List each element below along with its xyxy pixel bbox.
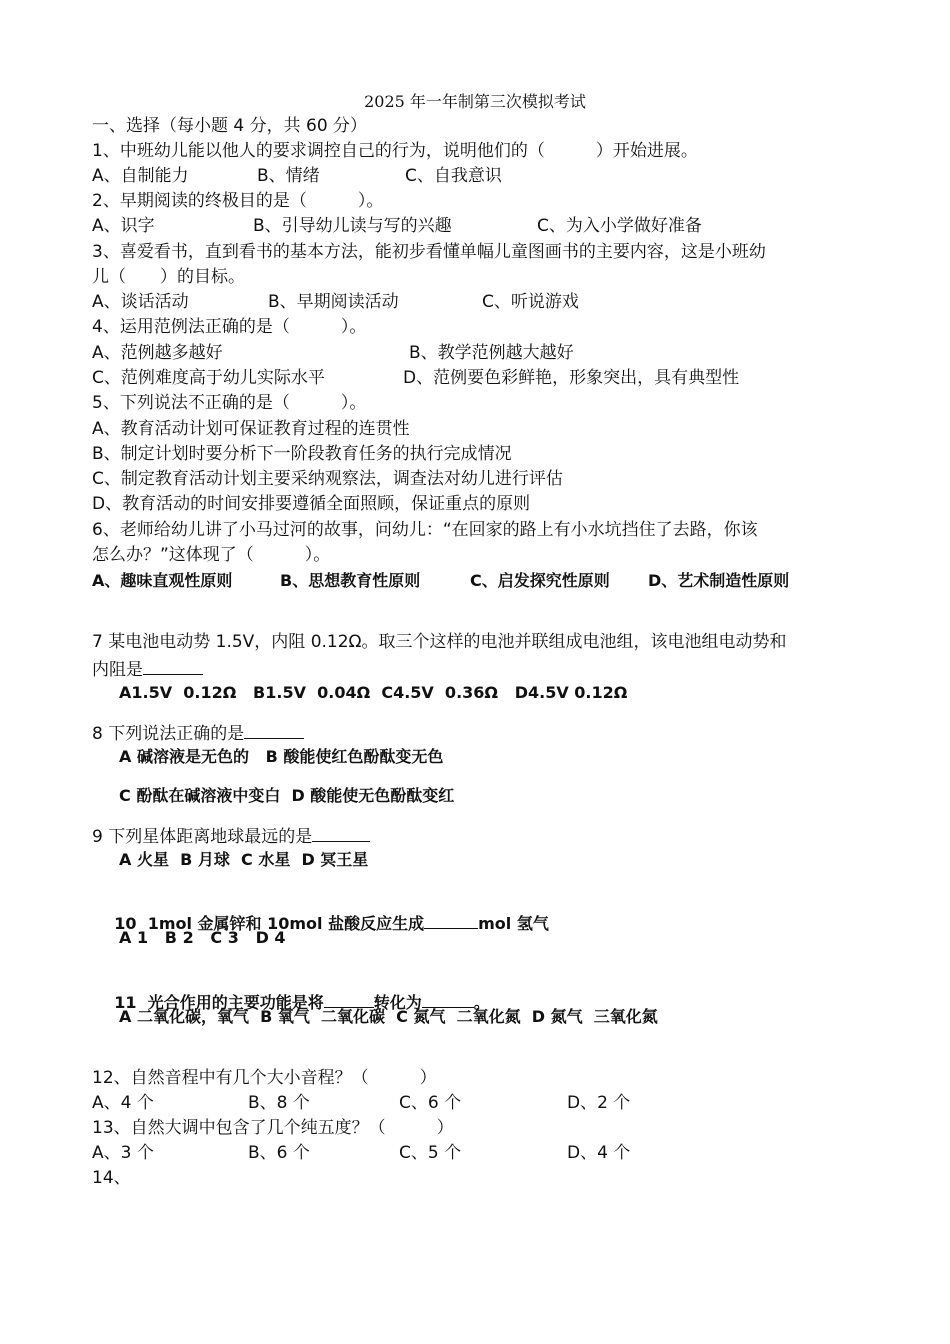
q9-options: A 火星 B 月球 C 水星 D 冥王星 — [119, 850, 369, 869]
q11-stem-a: 11 光合作用的主要功能是将 — [114, 993, 324, 1012]
q2-option-a: A、识字 — [92, 216, 155, 236]
q12-option-b: B、8 个 — [248, 1093, 310, 1113]
q8-stem: 8 下列说法正确的是 — [92, 724, 245, 744]
section-heading: 一、选择（每小题 4 分，共 60 分） — [92, 116, 368, 136]
q5-option-a: A、教育活动计划可保证教育过程的连贯性 — [92, 419, 410, 439]
q6-option-b: B、思想教育性原则 — [280, 571, 421, 590]
q4-option-b: B、教学范例越大越好 — [409, 343, 574, 363]
q10-stem-b: mol 氢气 — [478, 914, 549, 933]
q3-option-a: A、谈话活动 — [92, 292, 189, 312]
q10-stem-a: 10 1mol 金属锌和 10mol 盐酸反应生成 — [114, 914, 425, 933]
q6-option-a: A、趣味直观性原则 — [92, 571, 233, 590]
q1-stem: 1、中班幼儿能以他人的要求调控自己的行为，说明他们的（ ）开始进展。 — [92, 141, 698, 161]
q8-answer-blank[interactable] — [244, 720, 304, 739]
q3-option-b: B、早期阅读活动 — [268, 292, 399, 312]
q6-option-d: D、艺术制造性原则 — [648, 571, 790, 590]
q7-stem-text: 内阻是 — [92, 660, 143, 680]
q7-stem-line2 — [92, 656, 203, 682]
q12-option-c: C、6 个 — [399, 1093, 462, 1113]
q2-option-b: B、引导幼儿读与写的兴趣 — [253, 216, 452, 236]
q3-stem-line1: 3、喜爱看书，直到看书的基本方法，能初步看懂单幅儿童图画书的主要内容，这是小班幼 — [92, 242, 766, 262]
q4-stem: 4、运用范例法正确的是（ ）。 — [92, 317, 367, 337]
q4-option-c: C、范例难度高于幼儿实际水平 — [92, 368, 325, 388]
q6-stem-line2: 怎么办？”这体现了（ ）。 — [92, 545, 331, 565]
q4-option-a: A、范例越多越好 — [92, 343, 223, 363]
q13-option-d: D、4 个 — [567, 1143, 631, 1163]
q10-options: A 1 B 2 C 3 D 4 — [119, 928, 286, 947]
q1-option-a: A、自制能力 — [92, 166, 189, 186]
q1-option-b: B、情绪 — [257, 166, 320, 186]
q2-option-c: C、为入小学做好准备 — [537, 216, 702, 236]
q3-stem-line2: 儿（ ）的目标。 — [92, 267, 245, 287]
q6-stem-line1: 6、老师给幼儿讲了小马过河的故事，问幼儿：“在回家的路上有小水坑挡住了去路，你该 — [92, 520, 758, 540]
q2-stem: 2、早期阅读的终极目的是（ ）。 — [92, 191, 384, 211]
q11-options: A 二氧化碳，氧气 B 氧气 二氧化碳 C 氮气 二氧化氮 D 氮气 三氧化氮 — [119, 1007, 658, 1026]
q13-option-b: B、6 个 — [248, 1143, 310, 1163]
q8-options-line2: C 酚酞在碱溶液中变白 D 酸能使无色酚酞变红 — [119, 786, 455, 805]
q7-stem-line1: 7 某电池电动势 1.5V，内阻 0.12Ω。取三个这样的电池并联组成电池组，该电池组电动势和 — [92, 632, 787, 652]
q3-option-c: C、听说游戏 — [482, 292, 579, 312]
q5-option-b: B、制定计划时要分析下一阶段教育任务的执行完成情况 — [92, 444, 512, 464]
q13-option-a: A、3 个 — [92, 1143, 154, 1163]
q5-option-d: D、教育活动的时间安排要遵循全面照顾，保证重点的原则 — [92, 494, 531, 514]
q8-stem-line — [92, 720, 304, 746]
q9-stem-line — [92, 823, 370, 849]
q5-stem: 5、下列说法不正确的是（ ）。 — [92, 393, 367, 413]
q6-option-c: C、启发探究性原则 — [470, 571, 610, 590]
q11-stem-c: 。 — [473, 993, 490, 1012]
q13-stem: 13、自然大调中包含了几个纯五度？（ ） — [92, 1118, 454, 1138]
q12-stem: 12、自然音程中有几个大小音程？（ ） — [92, 1068, 437, 1088]
q14-stem: 14、 — [92, 1168, 131, 1188]
q12-option-a: A、4 个 — [92, 1093, 154, 1113]
q4-option-d: D、范例要色彩鲜艳，形象突出，具有典型性 — [403, 368, 740, 388]
q8-options-line1: A 碱溶液是无色的 B 酸能使红色酚酞变无色 — [119, 747, 444, 766]
q12-option-d: D、2 个 — [567, 1093, 631, 1113]
q13-option-c: C、5 个 — [399, 1143, 462, 1163]
q1-option-c: C、自我意识 — [405, 166, 502, 186]
q11-stem-b: 转化为 — [373, 993, 422, 1012]
q7-options: A1.5V 0.12Ω B1.5V 0.04Ω C4.5V 0.36Ω D4.5V 0.12Ω — [119, 683, 628, 702]
exam-title: 2025 年一年制第三次模拟考试 — [364, 92, 586, 111]
q9-answer-blank[interactable] — [312, 823, 370, 842]
q9-stem: 9 下列星体距离地球最远的是 — [92, 827, 313, 847]
q10-answer-blank[interactable] — [424, 910, 478, 929]
q5-option-c: C、制定教育活动计划主要采纳观察法，调查法对幼儿进行评估 — [92, 469, 563, 489]
q7-answer-blank[interactable] — [143, 656, 203, 675]
